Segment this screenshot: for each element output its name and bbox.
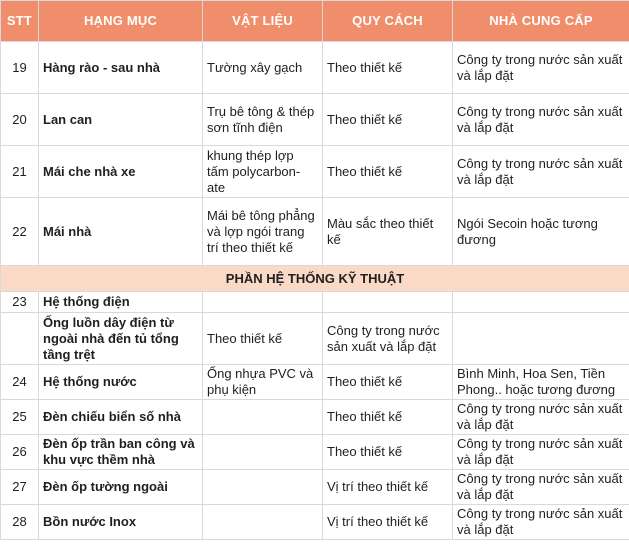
header-spec: QUY CÁCH xyxy=(323,1,453,42)
header-supplier: NHÀ CUNG CẤP xyxy=(453,1,629,42)
cell-material xyxy=(203,435,323,470)
cell-spec: Theo thiết kế xyxy=(323,146,453,198)
cell-material: Mái bê tông phẳng và lợp ngói trang trí theo thiết kế xyxy=(203,198,323,266)
table-row xyxy=(1,365,629,400)
table-row xyxy=(1,435,629,470)
cell-item: Mái nhà xyxy=(39,198,203,266)
cell-supplier: Công ty trong nước sản xuất và lắp đặt xyxy=(453,470,629,505)
table-row xyxy=(1,400,629,435)
cell-spec: Theo thiết kế xyxy=(323,435,453,470)
cell-spec: Công ty trong nước sản xuất và lắp đặt xyxy=(323,313,453,365)
cell-material xyxy=(203,400,323,435)
cell-item: Đèn ốp trần ban công và khu vực thềm nhà xyxy=(39,435,203,470)
table-row xyxy=(1,313,629,365)
cell-stt: 28 xyxy=(1,505,39,540)
section-title: PHẦN HỆ THỐNG KỸ THUẬT xyxy=(1,266,629,292)
cell-spec xyxy=(323,292,453,313)
cell-material xyxy=(203,292,323,313)
cell-item: Đèn chiếu biển số nhà xyxy=(39,400,203,435)
cell-spec: Theo thiết kế xyxy=(323,94,453,146)
section-row xyxy=(1,266,629,292)
cell-supplier: Bình Minh, Hoa Sen, Tiền Phong.. hoặc tương đương xyxy=(453,365,629,400)
table-row xyxy=(1,292,629,313)
cell-stt: 24 xyxy=(1,365,39,400)
cell-material: Tường xây gạch xyxy=(203,42,323,94)
cell-stt: 23 xyxy=(1,292,39,313)
cell-material: khung thép lợp tấm polycarbon-ate xyxy=(203,146,323,198)
cell-supplier: Công ty trong nước sản xuất và lắp đặt xyxy=(453,42,629,94)
cell-stt: 20 xyxy=(1,94,39,146)
table-row xyxy=(1,470,629,505)
table-row xyxy=(1,94,629,146)
cell-material: Trụ bê tông & thép sơn tĩnh điện xyxy=(203,94,323,146)
header-row xyxy=(1,1,629,42)
cell-material xyxy=(203,470,323,505)
header-stt: STT xyxy=(1,1,39,42)
cell-spec: Màu sắc theo thiết kế xyxy=(323,198,453,266)
cell-spec: Vị trí theo thiết kế xyxy=(323,505,453,540)
table-row xyxy=(1,505,629,540)
cell-material xyxy=(203,505,323,540)
cell-material: Ống nhựa PVC và phụ kiện xyxy=(203,365,323,400)
cell-supplier xyxy=(453,292,629,313)
cell-spec: Vị trí theo thiết kế xyxy=(323,470,453,505)
header-item: HẠNG MỤC xyxy=(39,1,203,42)
cell-stt: 26 xyxy=(1,435,39,470)
table-row xyxy=(1,42,629,94)
cell-item: Đèn ốp tường ngoài xyxy=(39,470,203,505)
cell-item: Mái che nhà xe xyxy=(39,146,203,198)
cell-spec: Theo thiết kế xyxy=(323,365,453,400)
table-row xyxy=(1,198,629,266)
cell-stt: 19 xyxy=(1,42,39,94)
cell-supplier: Công ty trong nước sản xuất và lắp đặt xyxy=(453,146,629,198)
cell-supplier: Ngói Secoin hoặc tương đương xyxy=(453,198,629,266)
cell-supplier xyxy=(453,313,629,365)
cell-stt: 25 xyxy=(1,400,39,435)
cell-stt: 22 xyxy=(1,198,39,266)
cell-stt: 21 xyxy=(1,146,39,198)
table-row xyxy=(1,146,629,198)
cell-supplier: Công ty trong nước sản xuất và lắp đặt xyxy=(453,400,629,435)
cell-stt: 27 xyxy=(1,470,39,505)
cell-item: Bồn nước Inox xyxy=(39,505,203,540)
cell-item: Hệ thống nước xyxy=(39,365,203,400)
cell-supplier: Công ty trong nước sản xuất và lắp đặt xyxy=(453,435,629,470)
cell-item: Hệ thống điện xyxy=(39,292,203,313)
cell-item: Ống luồn dây điện từ ngoài nhà đến tủ tổng tầng trệt xyxy=(39,313,203,365)
cell-supplier: Công ty trong nước sản xuất và lắp đặt xyxy=(453,505,629,540)
cell-spec: Theo thiết kế xyxy=(323,400,453,435)
header-material: VẬT LIỆU xyxy=(203,1,323,42)
cell-stt xyxy=(1,313,39,365)
cell-material: Theo thiết kế xyxy=(203,313,323,365)
cell-spec: Theo thiết kế xyxy=(323,42,453,94)
cell-item: Lan can xyxy=(39,94,203,146)
cell-supplier: Công ty trong nước sản xuất và lắp đặt xyxy=(453,94,629,146)
cell-item: Hàng rào - sau nhà xyxy=(39,42,203,94)
